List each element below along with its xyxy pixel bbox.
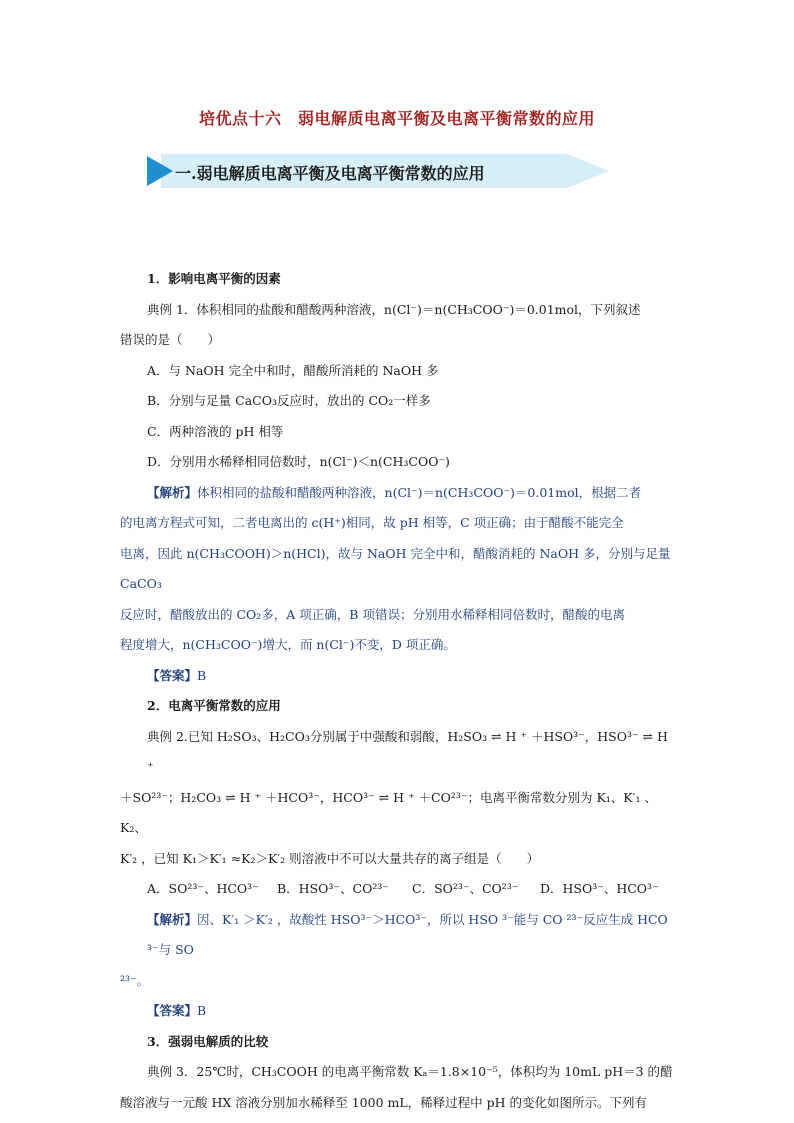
example-1-option-d: D．分别用水稀释相同倍数时，n(Cl⁻)＜n(CH₃COO⁻) bbox=[147, 454, 450, 469]
answer-tag: 【答案】 bbox=[147, 667, 198, 683]
example-2-option-c: C．SO²³⁻、CO²³⁻ bbox=[412, 881, 519, 896]
answer-2-value: B bbox=[197, 1003, 207, 1018]
example-3-line-1: 典例 3．25℃时，CH₃COOH 的电离平衡常数 Kₐ＝1.8×10⁻⁵，体积均为 10mL pH＝3 的醋 bbox=[147, 1064, 673, 1079]
example-2-option-d: D．HSO³⁻、HCO³⁻ bbox=[540, 881, 659, 896]
example-2-line-1: 典例 2.已知 H₂SO₃、H₂CO₃分别属于中强酸和弱酸，H₂SO₃ ⇌ H ⁺ ＋HSO³⁻，HSO³⁻ ⇌ H ⁺ bbox=[147, 728, 668, 774]
banner-text: 一.弱电解质电离平衡及电离平衡常数的应用 bbox=[175, 164, 485, 183]
answer-1 bbox=[120, 661, 676, 692]
example-1-line-1: 典例 1．体积相同的盐酸和醋酸两种溶液，n(Cl⁻)＝n(CH₃COO⁻)＝0.01mol，下列叙述 bbox=[147, 301, 641, 317]
example-1-option-b: B．分别与足量 CaCO₃反应时，放出的 CO₂一样多 bbox=[147, 393, 431, 408]
analysis-tag: 【解析】 bbox=[147, 911, 198, 927]
section-banner bbox=[147, 154, 609, 188]
example-2-line-3: K′₂ ，已知 K₁＞K′₁ ≈K₂＞K′₂ 则溶液中不可以大量共存的离子组是（ ） bbox=[120, 850, 540, 866]
example-1-option-a: A．与 NaOH 完全中和时，醋酸所消耗的 NaOH 多 bbox=[147, 362, 439, 378]
example-2-options bbox=[120, 874, 676, 905]
analysis-1-line-3: 电离，因此 n(CH₃COOH)＞n(HCl)，故与 NaOH 完全中和，醋酸消耗的 NaOH 多，分别与足量 CaCO₃ bbox=[120, 545, 671, 591]
analysis-tag: 【解析】 bbox=[147, 484, 198, 500]
example-2-line-2: ＋SO²³⁻；H₂CO₃ ⇌ H ⁺ ＋HCO³⁻，HCO³⁻ ⇌ H ⁺ ＋CO²³⁻；电离平衡常数分别为 K₁、K′₁ 、K₂、 bbox=[120, 789, 657, 835]
example-2-option-a: A．SO²³⁻、HCO³⁻ bbox=[147, 881, 259, 896]
analysis-1-line-1 bbox=[120, 478, 676, 509]
analysis-1-line-5: 程度增大，n(CH₃COO⁻)增大，而 n(Cl⁻)不变，D 项正确。 bbox=[120, 637, 456, 652]
analysis-2-line-1 bbox=[120, 905, 676, 966]
example-2-option-b: B．HSO³⁻、CO²³⁻ bbox=[277, 881, 389, 896]
answer-2 bbox=[120, 996, 676, 1027]
answer-tag: 【答案】 bbox=[147, 1003, 198, 1018]
section-heading-2: 2．电离平衡常数的应用 bbox=[147, 698, 281, 713]
document-body bbox=[120, 264, 676, 1118]
page-title: 培优点十六 弱电解质电离平衡及电离平衡常数的应用 bbox=[198, 109, 595, 128]
section-heading-3: 3．强弱电解质的比较 bbox=[147, 1033, 269, 1049]
analysis-1-text: 体积相同的盐酸和醋酸两种溶液，n(Cl⁻)＝n(CH₃COO⁻)＝0.01mol，根据二者 bbox=[197, 484, 642, 500]
analysis-1-line-4: 反应时，醋酸放出的 CO₂多，A 项正确，B 项错误；分别用水稀释相同倍数时，醋酸的电离 bbox=[120, 606, 625, 622]
answer-1-value: B bbox=[197, 667, 207, 683]
example-1-line-2: 错误的是（ ） bbox=[120, 332, 221, 347]
example-3-line-2: 酸溶液与一元酸 HX 溶液分别加水稀释至 1000 mL，稀释过程中 pH 的变化如图所示。下列有 bbox=[120, 1094, 648, 1110]
analysis-2-line-2: ²³⁻。 bbox=[120, 972, 150, 988]
analysis-2-text: 因、K′₁ ＞K′₂ ，故酸性 HSO³⁻＞HCO³⁻，所以 HSO ³⁻能与 CO ²³⁻反应生成 HCO ³⁻与 SO bbox=[147, 911, 668, 957]
section-heading-1: 1．影响电离平衡的因素 bbox=[147, 271, 281, 286]
analysis-1-line-2: 的电离方程式可知，二者电离出的 c(H⁺)相同，故 pH 相等，C 项正确；由于醋酸不能完全 bbox=[120, 515, 624, 530]
example-1-option-c: C．两种溶液的 pH 相等 bbox=[147, 423, 284, 439]
